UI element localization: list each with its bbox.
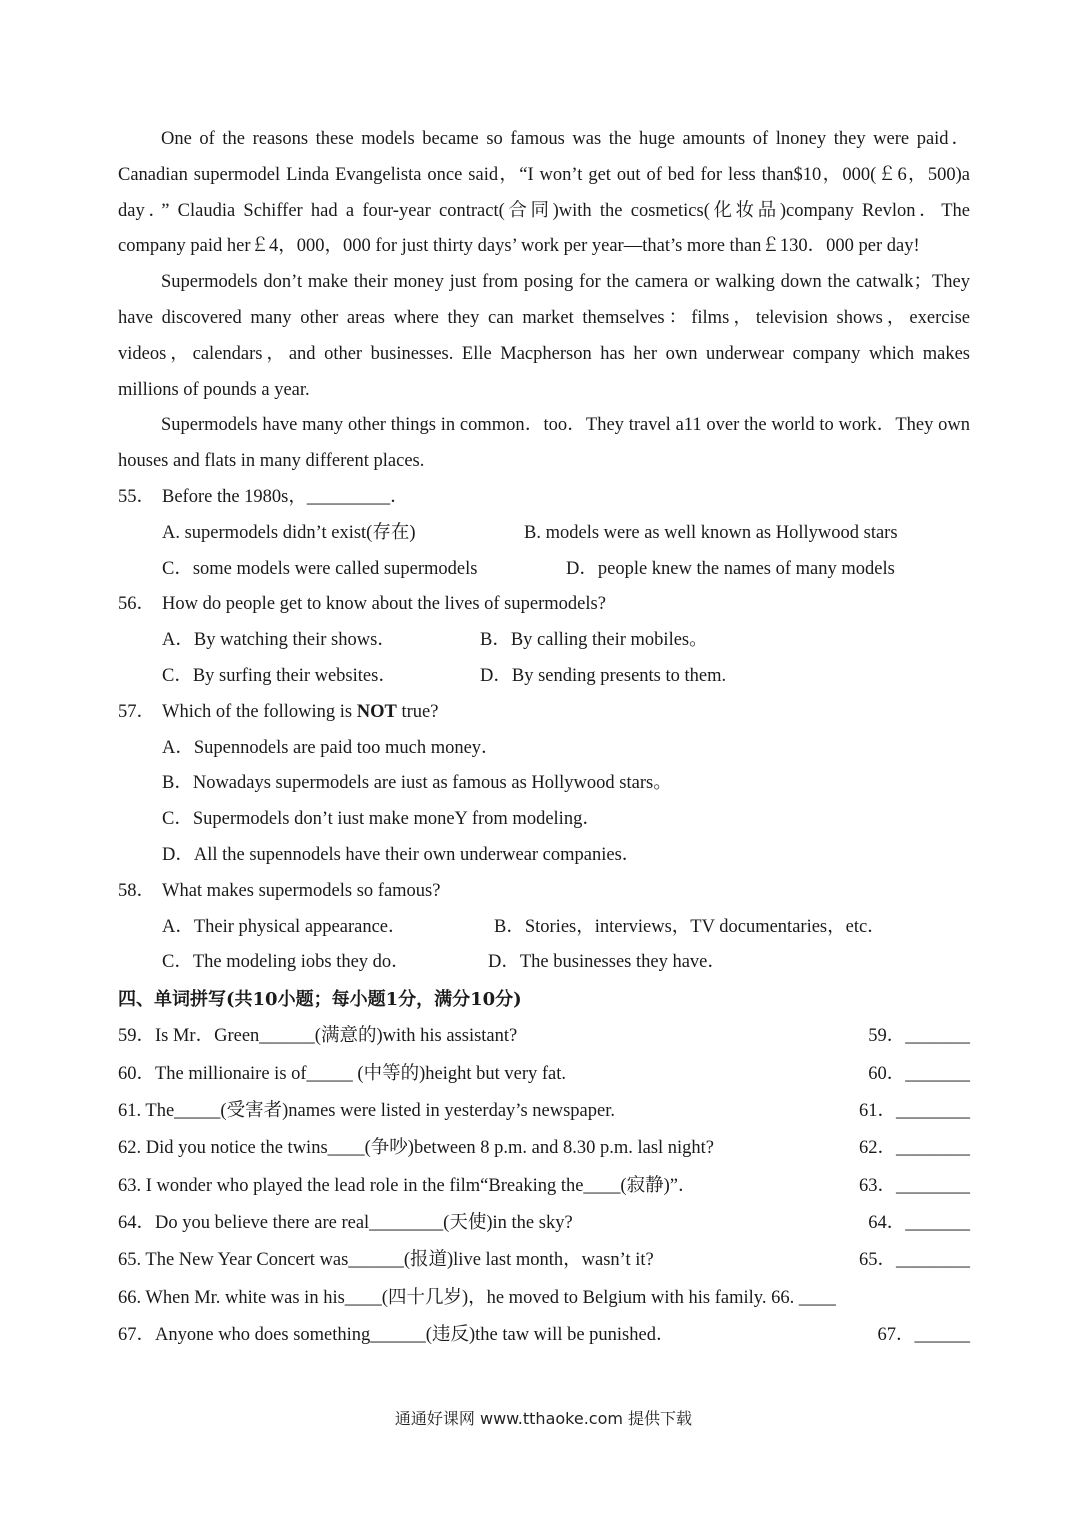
answer-blank: 61．________ [858, 1100, 970, 1121]
passage-paragraph-1: One of the reasons these models became so famous was the huge amounts of lnoney they were paid．Canadian supermodel Linda Evangelista once said，“I won’t get out of bed for less than$10，000(￡6，500)a day．” Claudia Schiffer had a four-year contract(合同)with the cosmetics(化妆品)company Revlon．The company paid her￡4，000，000 for just thirty days’ work per year—that’s more than￡130．000 per day! [118, 129, 970, 257]
option-a: A. supermodels didn’t exist(存在) [162, 522, 416, 543]
question-stem-post: true? [396, 701, 439, 722]
options-row [118, 623, 970, 659]
fill-question: 67．Anyone who does something______(违反)the taw will be punished． [118, 1325, 675, 1346]
options-row [118, 659, 970, 695]
fill-item-62 [118, 1130, 970, 1167]
answer-blank: 64．_______ [868, 1213, 970, 1234]
document-page [118, 122, 970, 1355]
question-55 [118, 480, 970, 516]
fill-item-67 [118, 1317, 970, 1354]
option-a: A．Their physical appearance． [162, 916, 407, 937]
fill-item-61 [118, 1093, 970, 1130]
answer-blank: 60．_______ [868, 1063, 970, 1084]
fill-question: 63. I wonder who played the lead role in the film“Breaking the____(寂静)”． [118, 1175, 697, 1196]
question-stem: What makes supermodels so famous? [162, 880, 441, 901]
section-heading: 四、单词拼写(共10小题；每小题1分，满分10分) [118, 989, 522, 1011]
question-57 [118, 695, 970, 731]
options-row [118, 910, 970, 946]
fill-question: 62. Did you notice the twins____(争吵)between 8 p.m. and 8.30 p.m. lasl night? [118, 1138, 715, 1159]
fill-item-63 [118, 1168, 970, 1205]
question-stem-pre: Which of the following is [162, 701, 357, 722]
option-c: C．By surfing their websites． [162, 665, 397, 686]
options-row [118, 945, 970, 981]
options-row [118, 516, 970, 552]
fill-item-59 [118, 1018, 970, 1055]
option-b: B．Stories，interviews，TV documentaries，etc． [494, 916, 886, 937]
fill-item-66 [118, 1280, 970, 1317]
passage-paragraph-3: Supermodels have many other things in common．too．They travel a11 over the world to work．They own houses and flats in many different places. [118, 415, 970, 472]
fill-item-64 [118, 1205, 970, 1242]
option-c: C．Supermodels don’t iust make moneY from modeling． [162, 809, 601, 830]
fill-question: 60．The millionaire is of_____ (中等的)height but very fat. [118, 1063, 567, 1084]
question-56 [118, 587, 970, 623]
option-a: A．Supennodels are paid too much money． [162, 737, 500, 758]
fill-item-60 [118, 1056, 970, 1093]
answer-blank: 67．______ [877, 1325, 970, 1346]
answer-blank: 59．_______ [868, 1026, 970, 1047]
question-number: 56． [118, 594, 156, 615]
fill-question: 65. The New Year Concert was______(报道)live last month，wasn’t it? [118, 1250, 654, 1271]
option-d: D．By sending presents to them. [480, 665, 727, 686]
option-c: C．some models were called supermodels [162, 558, 478, 579]
answer-blank: 62．________ [858, 1138, 970, 1159]
question-number: 58． [118, 880, 156, 901]
answer-blank: 63．________ [858, 1175, 970, 1196]
question-58 [118, 874, 970, 910]
fill-question: 64．Do you believe there are real________(天使)in the sky? [118, 1213, 573, 1234]
question-stem-emphasis: NOT [356, 701, 397, 722]
fill-question: 66. When Mr. white was in his____(四十几岁)，he moved to Belgium with his family. 66. ____ [118, 1287, 836, 1308]
option-b: B．By calling their mobiles。 [480, 630, 708, 651]
options-row [118, 552, 970, 588]
fill-item-65 [118, 1242, 970, 1279]
page-footer: 通通好课网 www.tthaoke.com 提供下载 [394, 1409, 693, 1428]
option-c: C．The modeling iobs they do． [162, 952, 410, 973]
question-number: 55． [118, 486, 156, 507]
option-a: A．By watching their shows． [162, 630, 396, 651]
passage-paragraph-2: Supermodels don’t make their money just from posing for the camera or walking down the catwalk；They have discovered many other areas where they can market themselves：films，television shows，exercise videos，calendars，and other businesses. Elle Macpherson has her own underwear company which makes millions of pounds a year. [118, 272, 970, 400]
question-number: 57． [118, 701, 156, 722]
fill-question: 61. The_____(受害者)names were listed in yesterday’s newspaper. [118, 1100, 615, 1121]
option-d: D．All the supennodels have their own underwear companies． [162, 844, 641, 865]
option-d: D．people knew the names of many models [566, 558, 895, 579]
option-b: B. models were as well known as Hollywood stars [524, 522, 898, 543]
question-stem: Before the 1980s，_________． [162, 486, 409, 507]
option-d: D．The businesses they have． [488, 952, 726, 973]
question-stem: How do people get to know about the lives of supermodels? [162, 594, 606, 615]
fill-question: 59．Is Mr．Green______(满意的)with his assistant? [118, 1026, 518, 1047]
answer-blank: 65．________ [858, 1250, 970, 1271]
option-b: B．Nowadays supermodels are iust as famous as Hollywood stars。 [162, 773, 672, 794]
